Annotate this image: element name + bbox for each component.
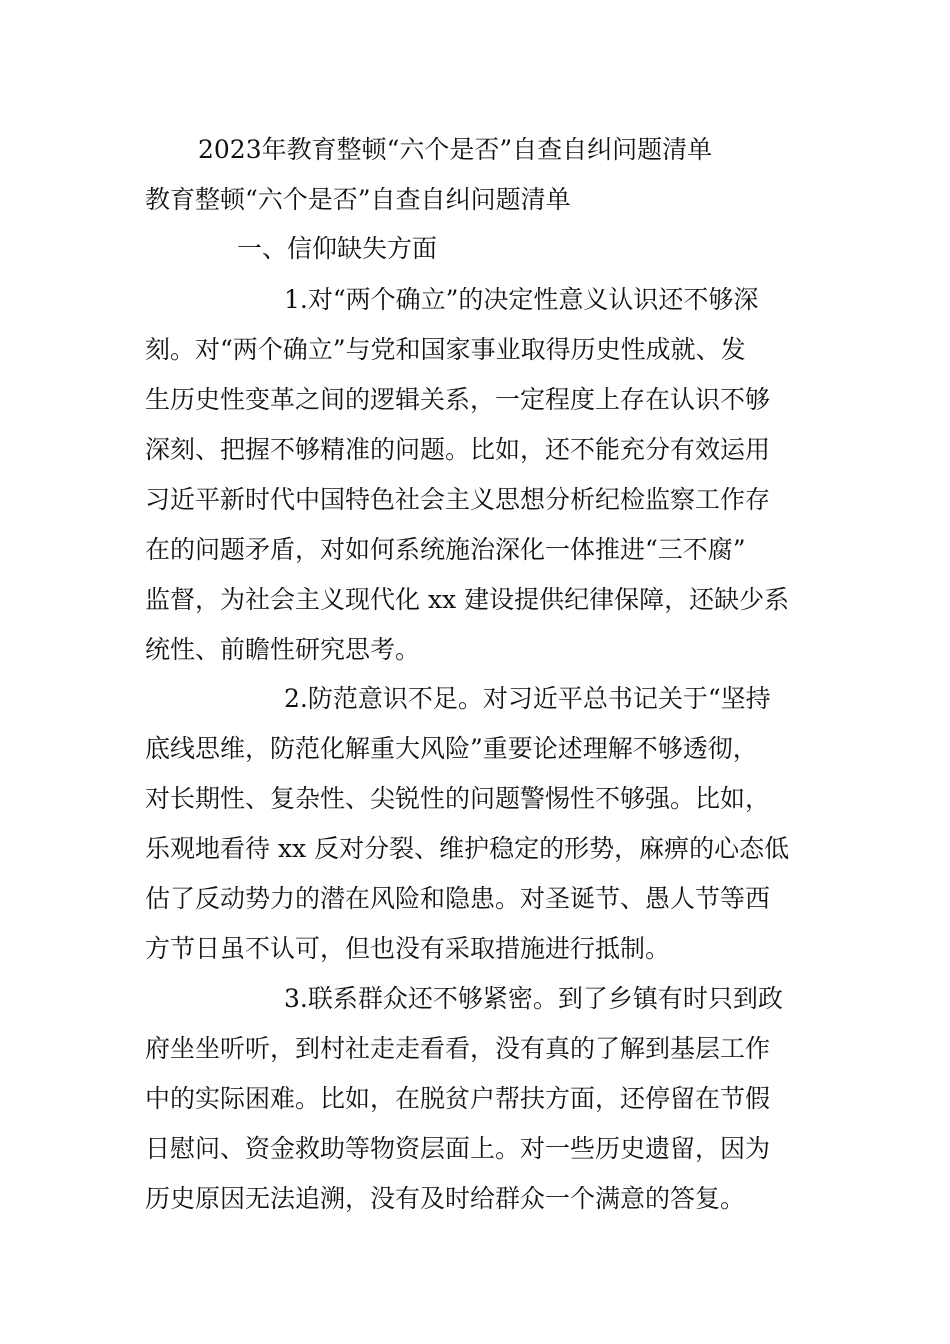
paragraph-1-line: 1.对“两个确立”的决定性意义认识还不够深 bbox=[284, 285, 759, 314]
paragraph-1-line: 统性、前瞻性研究思考。 bbox=[145, 635, 421, 664]
paragraph-3-line: 中的实际困难。比如，在脱贫户帮扶方面，还停留在节假 bbox=[145, 1084, 771, 1113]
paragraph-1-line: 刻。对“两个确立”与党和国家事业取得历史性成就、发 bbox=[145, 335, 746, 364]
paragraph-3-line: 日慰问、资金救助等物资层面上。对一些历史遗留，因为 bbox=[145, 1134, 771, 1163]
paragraph-1-line: 生历史性变革之间的逻辑关系，一定程度上存在认识不够 bbox=[145, 385, 771, 414]
paragraph-2-line: 方节日虽不认可，但也没有采取措施进行抵制。 bbox=[145, 934, 671, 963]
paragraph-2-line: 对长期性、复杂性、尖锐性的问题警惕性不够强。比如， bbox=[145, 784, 771, 813]
paragraph-1-line: 在的问题矛盾，对如何系统施治深化一体推进“三不腐” bbox=[145, 535, 746, 564]
paragraph-2-line: 估了反动势力的潜在风险和隐患。对圣诞节、愚人节等西 bbox=[145, 884, 771, 913]
paragraph-2-line: 2.防范意识不足。对习近平总书记关于“坚持 bbox=[284, 684, 771, 713]
paragraph-3-line: 府坐坐听听，到村社走走看看，没有真的了解到基层工作 bbox=[145, 1034, 771, 1063]
section-heading: 一、信仰缺失方面 bbox=[237, 234, 438, 263]
paragraph-1-line: 监督，为社会主义现代化 xx 建设提供纪律保障，还缺少系 bbox=[145, 585, 790, 614]
paragraph-1-line: 深刻、把握不够精准的问题。比如，还不能充分有效运用 bbox=[145, 435, 771, 464]
document-title: 2023年教育整顿“六个是否”自查自纠问题清单 bbox=[198, 135, 713, 164]
paragraph-3-line: 历史原因无法追溯，没有及时给群众一个满意的答复。 bbox=[145, 1184, 746, 1213]
paragraph-3-line: 3.联系群众还不够紧密。到了乡镇有时只到政 bbox=[284, 984, 783, 1013]
paragraph-1-line: 习近平新时代中国特色社会主义思想分析纪检监察工作存 bbox=[145, 485, 771, 514]
document-subtitle: 教育整顿“六个是否”自查自纠问题清单 bbox=[145, 185, 571, 214]
paragraph-2-line: 底线思维，防范化解重大风险”重要论述理解不够透彻， bbox=[145, 734, 758, 763]
paragraph-2-line: 乐观地看待 xx 反对分裂、维护稳定的形势，麻痹的心态低 bbox=[145, 834, 790, 863]
